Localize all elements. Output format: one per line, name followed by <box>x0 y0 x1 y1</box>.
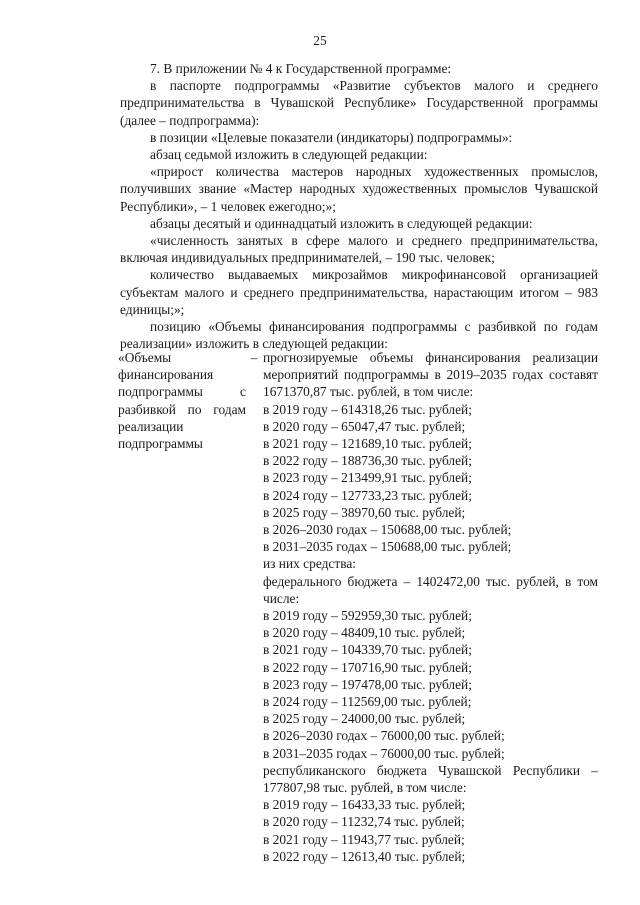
paragraph: позицию «Объемы финансирования подпрограммы с разбивкой по годам реализации» изложить в следующей редакции: <box>120 319 598 352</box>
paragraph: количество выдаваемых микрозаймов микрофинансовой организацией субъектам малого и среднего предпринимательства, нарастающим итогом – 983 единицы;»; <box>120 267 598 317</box>
funding-line: в 2031–2035 годах – 76000,00 тыс. рублей; <box>263 745 505 761</box>
funding-line: в 2025 году – 38970,60 тыс. рублей; <box>263 504 466 520</box>
funding-line: в 2019 году – 614318,26 тыс. рублей; <box>263 401 472 417</box>
funding-line: в 2023 году – 213499,91 тыс. рублей; <box>263 470 472 486</box>
funding-line: в 2021 году – 11943,77 тыс. рублей; <box>263 831 465 847</box>
funding-line: прогнозируемые объемы финансирования реализации мероприятий подпрограммы в 2019–2035 годах составят 1671370,87 тыс. рублей, в том числе: <box>263 350 598 400</box>
paragraph: 7. В приложении № 4 к Государственной программе: <box>150 61 452 76</box>
funding-line: в 2022 году – 188736,30 тыс. рублей; <box>263 453 472 469</box>
funding-line: в 2022 году – 12613,40 тыс. рублей; <box>263 848 466 864</box>
page-number: 25 <box>313 33 327 48</box>
funding-line: в 2020 году – 11232,74 тыс. рублей; <box>263 814 465 830</box>
funding-line: в 2019 году – 16433,33 тыс. рублей; <box>263 797 466 813</box>
paragraph: «прирост количества мастеров народных художественных промыслов, получивших звание «Мастер народных художественных промыслов Чувашской Республики», – 1 человек ежегодно;»; <box>120 164 598 214</box>
funding-line: в 2024 году – 127733,23 тыс. рублей; <box>263 487 472 503</box>
funding-line: в 2020 году – 65047,47 тыс. рублей; <box>263 418 466 434</box>
funding-line: республиканского бюджета Чувашской Республики – 177807,98 тыс. рублей, в том числе: <box>263 762 598 796</box>
paragraph: абзац седьмой изложить в следующей редакции: <box>150 147 428 163</box>
funding-line: в 2019 году – 592959,30 тыс. рублей; <box>263 608 472 624</box>
paragraph: в паспорте подпрограммы «Развитие субъектов малого и среднего предпринимательства в Чувашской Республике» Государственной программы (далее – подпрограмма): <box>120 78 598 128</box>
funding-line: федерального бюджета – 1402472,00 тыс. рублей, в том числе: <box>263 573 598 606</box>
table-dash: – <box>250 350 258 365</box>
funding-line: из них средства: <box>263 556 357 572</box>
funding-line: в 2023 году – 197478,00 тыс. рублей; <box>263 676 472 692</box>
funding-line: в 2020 году – 48409,10 тыс. рублей; <box>263 625 466 641</box>
paragraph: абзацы десятый и одиннадцатый изложить в следующей редакции: <box>150 215 533 231</box>
funding-line: в 2024 году – 112569,00 тыс. рублей; <box>263 694 472 710</box>
funding-line: в 2025 году – 24000,00 тыс. рублей; <box>263 711 466 727</box>
funding-line: в 2026–2030 годах – 76000,00 тыс. рублей; <box>263 728 505 744</box>
paragraph: «численность занятых в сфере малого и среднего предпринимательства, включая индивидуальных предпринимателей, – 190 тыс. человек; <box>120 233 598 266</box>
funding-line: в 2021 году – 121689,10 тыс. рублей; <box>263 436 472 452</box>
funding-line: в 2021 году – 104339,70 тыс. рублей; <box>263 642 472 658</box>
funding-line: в 2031–2035 годах – 150688,00 тыс. рублей; <box>263 539 512 555</box>
funding-line: в 2022 году – 170716,90 тыс. рублей; <box>263 659 472 675</box>
paragraph: в позиции «Целевые показатели (индикаторы) подпрограммы»: <box>150 129 513 145</box>
funding-line: в 2026–2030 годах – 150688,00 тыс. рублей; <box>263 522 512 538</box>
intro-text <box>120 60 598 352</box>
table-right-content <box>263 349 598 865</box>
table-left-label: «Объемы финансирования подпрограммы с разбивкой по годам реализации подпрограммы <box>118 350 246 452</box>
